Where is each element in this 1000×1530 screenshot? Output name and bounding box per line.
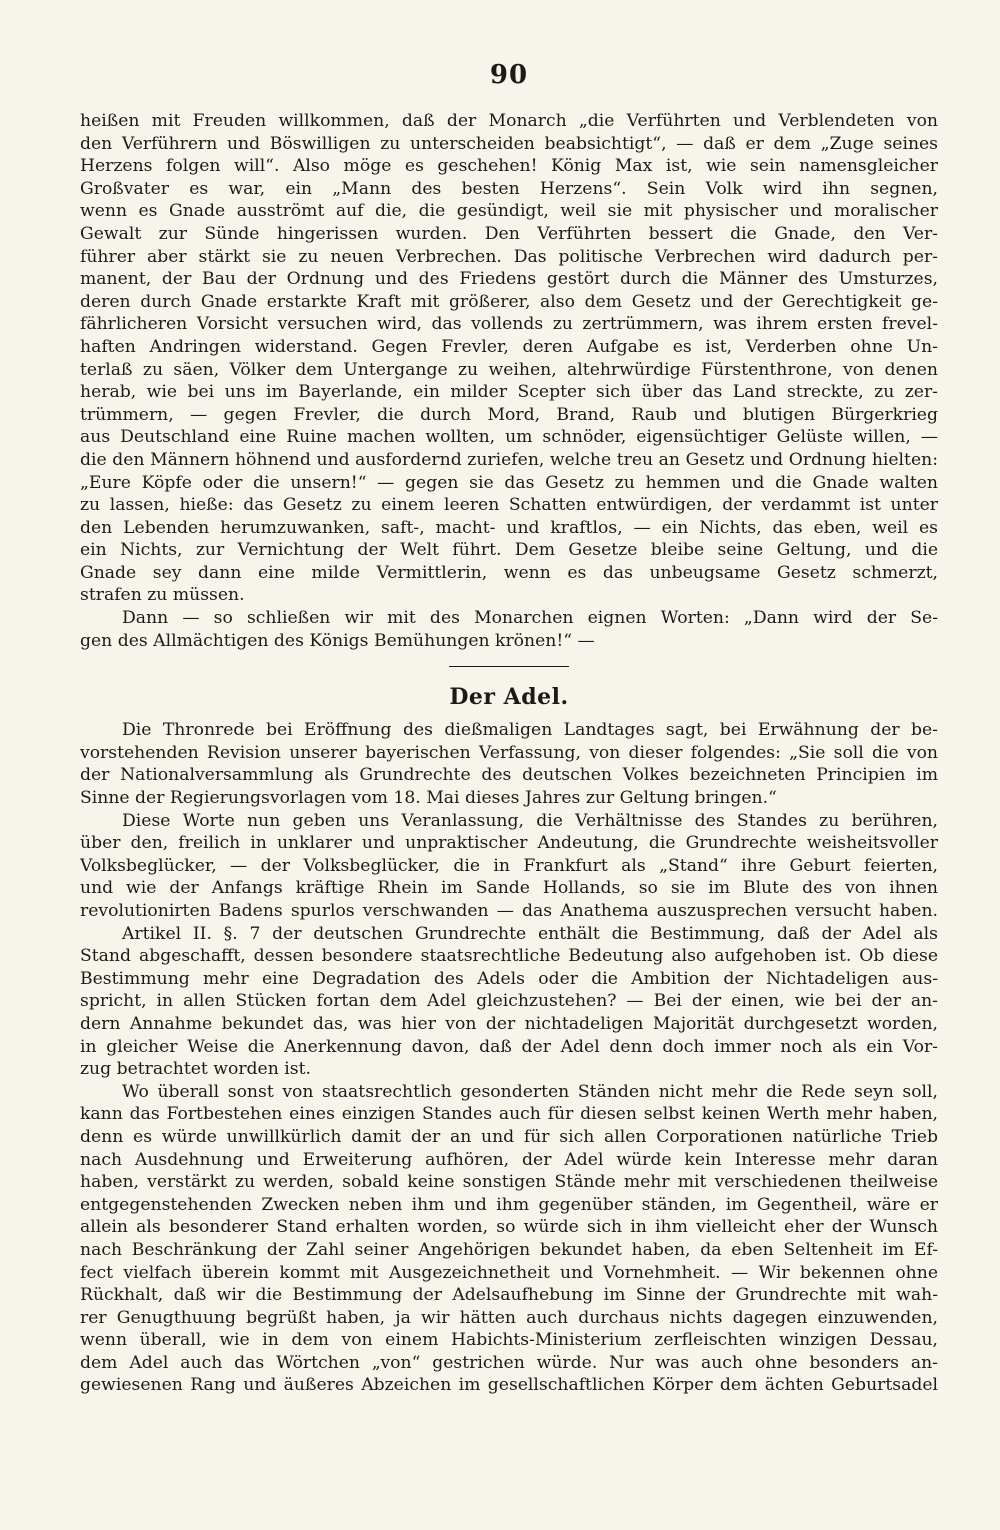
text-line: Dann — so schließen wir mit des Monarchen eignen Worten: „Dann wird der Se- (122, 608, 938, 629)
text-line: kann das Fortbestehen eines einzigen Standes auch für diesen selbst keinen Werth mehr haben, (80, 1104, 938, 1125)
section-heading: Der Adel. (449, 684, 569, 711)
text-line: strafen zu müssen. (80, 585, 245, 606)
text-line: fährlicheren Vorsicht versuchen wird, das vollends zu zertrümmern, was ihrem ersten frevel- (80, 314, 938, 335)
text-line: manent, der Bau der Ordnung und des Friedens gestört durch die Männer des Umsturzes, (80, 269, 938, 290)
text-line: führer aber stärkt sie zu neuen Verbrechen. Das politische Verbrechen wird dadurch per- (80, 246, 938, 267)
paragraph-1 (80, 110, 938, 607)
text-line: über den, freilich in unklarer und unpraktischer Andeutung, die Grundrechte weisheitsvoller (80, 833, 938, 854)
text-line: vorstehenden Revision unserer bayerischen Verfassung, von dieser folgendes: „Sie soll die von (80, 742, 938, 763)
text-line: haften Andringen widerstand. Gegen Frevler, deren Aufgabe es ist, Verderben ohne Un- (80, 336, 938, 357)
text-line: dern Annahme bekundet das, was hier von der nichtadeligen Majorität durchgesetzt worden, (80, 1013, 938, 1034)
paragraph-3 (80, 719, 938, 809)
text-line: Stand abgeschafft, dessen besondere staatsrechtliche Bedeutung also aufgehoben ist. Ob diese (80, 946, 938, 967)
text-line: und wie der Anfangs kräftige Rhein im Sande Hollands, so sie im Blute des von ihnen (80, 878, 938, 899)
text-line: in gleicher Weise die Anerkennung davon, daß der Adel denn doch immer noch als ein Vor- (80, 1036, 938, 1057)
text-line: gewiesenen Rang und äußeres Abzeichen im gesellschaftlichen Körper dem ächten Geburtsadel (80, 1375, 938, 1396)
paragraph-6 (80, 1081, 938, 1397)
text-line: Sinne der Regierungsvorlagen vom 18. Mai dieses Jahres zur Geltung bringen.“ (80, 788, 777, 809)
text-line: ein Nichts, zur Vernichtung der Welt führt. Dem Gesetze bleibe seine Geltung, und die (80, 540, 938, 561)
text-line: revolutionirten Badens spurlos verschwanden — das Anathema auszusprechen versucht haben. (80, 901, 938, 921)
paragraph-5 (80, 923, 938, 1081)
text-line: deren durch Gnade erstarkte Kraft mit größerer, also dem Gesetz und der Gerechtigkeit ge- (80, 291, 938, 312)
text-line: Die Thronrede bei Eröffnung des dießmaligen Landtages sagt, bei Erwähnung der be- (122, 720, 938, 741)
text-line: den Verführern und Böswilligen zu unterscheiden beabsichtigt“, — daß er dem „Zuge seines (80, 133, 938, 154)
text-line: zug betrachtet worden ist. (80, 1059, 311, 1080)
text-line: die den Männern höhnend und ausfordernd zuriefen, welche treu an Gesetz und Ordnung hielten: (80, 449, 938, 470)
text-line: heißen mit Freuden willkommen, daß der Monarch „die Verführten und Verblendeten von (80, 111, 938, 131)
text-line: fect vielfach überein kommt mit Ausgezeichnetheit und Vornehmheit. — Wir bekennen ohne (80, 1262, 938, 1283)
text-line: zu lassen, hieße: das Gesetz zu einem leeren Schatten entwürdigen, der verdammt ist unter (80, 495, 938, 516)
text-line: Rückhalt, daß wir die Bestimmung der Adelsaufhebung im Sinne der Grundrechte mit wah- (80, 1285, 938, 1306)
text-line: Großvater es war, ein „Mann des besten Herzens“. Sein Volk wird ihn segnen, (80, 178, 938, 199)
text-line: Gewalt zur Sünde hingerissen wurden. Den Verführten bessert die Gnade, den Ver- (80, 223, 938, 244)
text-line: terlaß zu säen, Völker dem Untergange zu weihen, altehrwürdige Fürstenthrone, von denen (80, 359, 938, 380)
text-line: herab, wie bei uns im Bayerlande, ein milder Scepter sich über das Land streckte, zu zer- (80, 382, 938, 403)
text-line: denn es würde unwillkürlich damit der an und für sich allen Corporationen natürliche Trieb (80, 1126, 938, 1147)
section-divider (449, 666, 569, 667)
text-line: entgegenstehenden Zwecken neben ihm und ihm gegenüber ständen, im Gegentheil, wäre er (80, 1194, 938, 1215)
text-line: wenn es Gnade ausströmt auf die, die gesündigt, weil sie mit physischer und moralischer (80, 201, 938, 222)
text-line: Herzens folgen will“. Also möge es geschehen! König Max ist, wie sein namensgleicher (80, 156, 938, 177)
paragraph-4 (80, 810, 938, 923)
text-line: allein als besonderer Stand erhalten worden, so würde sich in ihm vielleicht eher der Wunsch (80, 1217, 938, 1238)
text-line: Artikel II. §. 7 der deutschen Grundrechte enthält die Bestimmung, daß der Adel als (122, 923, 938, 944)
text-line: „Eure Köpfe oder die unsern!“ — gegen sie das Gesetz zu hemmen und die Gnade walten (80, 472, 938, 493)
text-line: wenn überall, wie in dem von einem Habichts-Ministerium zerfleischten winzigen Dessau, (80, 1330, 938, 1351)
paragraph-2 (80, 607, 938, 652)
text-line: trümmern, — gegen Frevler, die durch Mord, Brand, Raub und blutigen Bürgerkrieg (80, 404, 938, 425)
text-line: nach Ausdehnung und Erweiterung aufhören, der Adel würde kein Interesse mehr daran (80, 1149, 938, 1170)
text-line: Wo überall sonst von staatsrechtlich gesonderten Ständen nicht mehr die Rede seyn soll, (122, 1081, 938, 1102)
text-line: Volksbeglücker, — der Volksbeglücker, die in Frankfurt als „Stand“ ihre Geburt feierten, (80, 855, 938, 876)
text-line: Diese Worte nun geben uns Veranlassung, die Verhältnisse des Standes zu berühren, (122, 810, 938, 831)
text-line: Gnade sey dann eine milde Vermittlerin, wenn es das unbeugsame Gesetz schmerzt, (80, 562, 938, 583)
text-line: rer Genugthuung begrüßt haben, ja wir hätten auch durchaus nichts dagegen einzuwenden, (80, 1307, 938, 1328)
page-number: 90 (489, 60, 529, 90)
text-line: aus Deutschland eine Ruine machen wollten, um schnöder, eigensüchtiger Gelüste willen, — (80, 427, 938, 448)
text-line: dem Adel auch das Wörtchen „von“ gestrichen würde. Nur was auch ohne besonders an- (80, 1352, 938, 1373)
text-line: haben, verstärkt zu werden, sobald keine sonstigen Stände mehr mit verschiedenen theilweise (80, 1172, 938, 1193)
text-line: gen des Allmächtigen des Königs Bemühungen krönen!“ — (80, 630, 595, 651)
text-line: der Nationalversammlung als Grundrechte des deutschen Volkes bezeichneten Principien im (80, 765, 938, 786)
text-line: nach Beschränkung der Zahl seiner Angehörigen bekundet haben, da eben Seltenheit im Ef- (80, 1239, 938, 1260)
text-line: spricht, in allen Stücken fortan dem Adel gleichzustehen? — Bei der einen, wie bei der an- (80, 991, 938, 1012)
text-line: Bestimmung mehr eine Degradation des Adels oder die Ambition der Nichtadeligen aus- (80, 968, 938, 989)
text-line: den Lebenden herumzuwanken, saft-, macht- und kraftlos, — ein Nichts, das eben, weil es (80, 517, 938, 538)
